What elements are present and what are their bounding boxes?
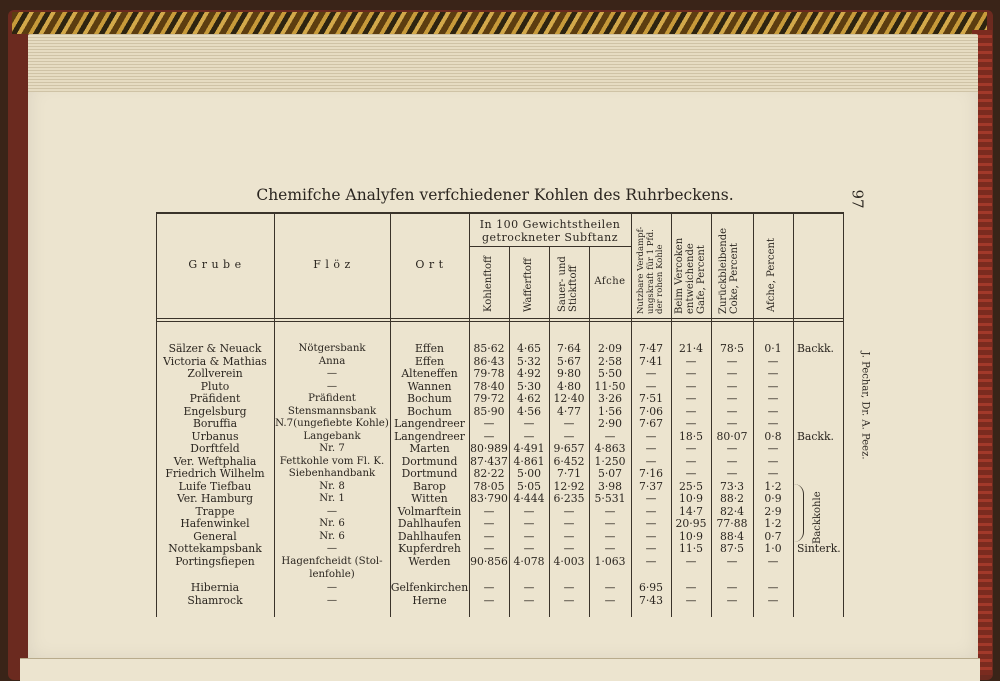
cell-k: — (726, 455, 738, 468)
cell-note: Backk. (797, 430, 834, 443)
page-stack-edge (28, 34, 978, 94)
cell-h: 4·444 (513, 492, 545, 505)
cell-ap: 0·8 (764, 430, 782, 443)
cell-o: 4·003 (553, 555, 585, 568)
header-ort: O r t (415, 258, 444, 271)
cell-g: — (685, 442, 697, 455)
cell-floez: Nr. 1 (319, 493, 345, 504)
cell-ap: — (767, 405, 779, 418)
cell-a: — (604, 505, 616, 518)
cell-ort: Herne (412, 594, 447, 607)
cell-floez: — (326, 543, 338, 554)
cell-ort: Marten (409, 442, 450, 455)
cell-k: — (726, 405, 738, 418)
table-row (156, 367, 844, 380)
header-rule-double (156, 321, 844, 322)
facing-page-edge (20, 658, 980, 681)
cell-g: — (685, 392, 697, 405)
marbled-edge (12, 12, 987, 34)
cell-a: — (604, 517, 616, 530)
cell-floez: Stensmannsbank (287, 406, 377, 417)
cell-g: — (685, 367, 697, 380)
header-gase-line3: Gafe, Percent (696, 245, 707, 314)
cell-grube: Hibernia (190, 581, 240, 594)
page-title: Chemifche Analyfen verfchiedener Kohlen des Ruhrbeckens. (256, 186, 734, 204)
cell-ort: Dahlhaufen (397, 517, 462, 530)
cell-g: — (685, 355, 697, 368)
cell-grube: Boruffia (192, 417, 238, 430)
cell-a: — (604, 530, 616, 543)
cell-ort: Dortmund (401, 467, 458, 480)
cell-floez: Nr. 8 (319, 481, 345, 492)
cell-c: 78·05 (473, 480, 505, 493)
cell-c: 87·437 (470, 455, 508, 468)
cell-o: — (563, 594, 575, 607)
cell-a: 5·07 (597, 467, 623, 480)
cell-grube: Friedrich Wilhelm (165, 467, 265, 480)
cell-g: 10·9 (678, 492, 704, 505)
header-verdampf-line2: ungskraft für 1 Pfd. (645, 229, 656, 314)
cell-floez: Nr. 7 (319, 443, 345, 454)
cell-ort: Witten (411, 492, 448, 505)
cell-k: 88·4 (719, 530, 745, 543)
cell-h: 5·05 (516, 480, 542, 493)
cell-v: 7·37 (638, 480, 664, 493)
cell-v: 6·95 (638, 581, 664, 594)
cell-o: 6·452 (553, 455, 585, 468)
header-gase (674, 238, 707, 314)
cell-c: 85·62 (473, 342, 505, 355)
cell-g: 18·5 (678, 430, 704, 443)
cell-o: 6·235 (553, 492, 585, 505)
cell-grube: General (193, 530, 237, 543)
cell-g: 20·95 (675, 517, 707, 530)
cell-ap: 1·2 (764, 480, 782, 493)
cell-v: 7·43 (638, 594, 664, 607)
backkohle-label: Backkohle (812, 491, 823, 544)
cell-floez: Fettkohle vom Fl. K. (279, 456, 385, 467)
cell-g: 21·4 (678, 342, 704, 355)
cell-grube: Präfident (189, 392, 241, 405)
cell-h: 5·32 (516, 355, 542, 368)
header-gase-line1: Beim Vercoken (674, 237, 685, 314)
header-rule (156, 318, 844, 319)
cell-h: — (523, 505, 535, 518)
cell-ap: — (767, 455, 779, 468)
cell-v: 7·16 (638, 467, 664, 480)
cell-k: — (726, 417, 738, 430)
cell-a: 1·56 (597, 405, 623, 418)
cell-grube: Zollverein (187, 367, 243, 380)
cell-o: 4·80 (556, 380, 582, 393)
header-sauer-line1: Sauer- und (557, 256, 568, 312)
cell-grube: Shamrock (187, 594, 243, 607)
cell-h: 4·56 (516, 405, 542, 418)
cell-v: 7·41 (638, 355, 664, 368)
cell-v: — (645, 492, 657, 505)
cell-v: — (645, 542, 657, 555)
cell-grube: Pluto (200, 380, 230, 393)
cell-v: — (645, 555, 657, 568)
table-row (156, 442, 844, 455)
cell-o: — (563, 430, 575, 443)
cell-h: — (523, 517, 535, 530)
cell-c: 83·790 (470, 492, 508, 505)
cell-o: — (563, 542, 575, 555)
header-asche: Afche (594, 276, 626, 287)
cell-a: — (604, 542, 616, 555)
header-gase-line2: entweichende (685, 243, 696, 314)
cell-v: — (645, 367, 657, 380)
cell-grube: Hafenwinkel (180, 517, 250, 530)
cell-c: 86·43 (473, 355, 505, 368)
cell-g: — (685, 417, 697, 430)
cell-ap: — (767, 380, 779, 393)
cell-grube: Ver. Weftphalia (173, 455, 257, 468)
cell-h: 4·65 (516, 342, 542, 355)
cell-c: 85·90 (473, 405, 505, 418)
cell-o: — (563, 581, 575, 594)
cell-note: Sinterk. (797, 542, 841, 555)
cell-floez: lenfohle) (309, 569, 355, 580)
cell-note: Backk. (797, 342, 834, 355)
cell-h: — (523, 594, 535, 607)
cell-k: 80·07 (716, 430, 748, 443)
header-verdampf-line3: der rohen Kohle (655, 244, 665, 314)
cell-v: — (645, 530, 657, 543)
cell-g: 10·9 (678, 530, 704, 543)
cell-ort: Alteneffen (401, 367, 458, 380)
cell-ort: Dortmund (401, 455, 458, 468)
cell-c: 79·72 (473, 392, 505, 405)
cell-k: 82·4 (719, 505, 745, 518)
cell-h: 4·078 (513, 555, 545, 568)
cell-ap: 0·1 (764, 342, 782, 355)
cell-o: 12·92 (553, 480, 585, 493)
cell-grube: Urbanus (191, 430, 239, 443)
cell-ap: 1·0 (764, 542, 782, 555)
table-top-rule (156, 212, 844, 214)
cell-k: — (726, 367, 738, 380)
cell-floez: Präfident (308, 393, 356, 404)
cell-v: 7·47 (638, 342, 664, 355)
cell-c: — (483, 594, 495, 607)
cell-h: — (523, 430, 535, 443)
header-group-line2: getrockneter Subftanz (481, 231, 619, 244)
cell-floez: Anna (318, 356, 346, 367)
cell-a: 5·50 (597, 367, 623, 380)
cell-c: — (483, 530, 495, 543)
cell-k: 73·3 (719, 480, 745, 493)
cell-c: 80·989 (470, 442, 508, 455)
table-row (156, 555, 844, 568)
cell-ap: — (767, 392, 779, 405)
cell-k: — (726, 392, 738, 405)
cell-g: — (685, 455, 697, 468)
cell-a: 2·58 (597, 355, 623, 368)
cell-k: — (726, 555, 738, 568)
cell-v: — (645, 505, 657, 518)
header-asche-percent: Afche, Percent (766, 237, 777, 312)
header-group (469, 218, 631, 244)
cell-o: — (563, 517, 575, 530)
cell-g: — (685, 555, 697, 568)
cell-v: — (645, 517, 657, 530)
cell-grube: Ver. Hamburg (176, 492, 254, 505)
cell-ort: Bochum (407, 392, 452, 405)
cell-c: — (483, 430, 495, 443)
cell-floez: N.7(ungefiebte Kohle) (275, 418, 389, 429)
cell-o: 9·657 (553, 442, 585, 455)
cell-grube: Trappe (195, 505, 235, 518)
cell-h: — (523, 530, 535, 543)
cell-k: — (726, 442, 738, 455)
cell-o: 4·77 (556, 405, 582, 418)
cell-ort: Gelfenkirchen (390, 581, 469, 594)
page-number: 97 (848, 189, 867, 209)
cell-ort: Dahlhaufen (397, 530, 462, 543)
cell-ap: — (767, 581, 779, 594)
cell-k: 77·88 (716, 517, 748, 530)
cell-o: 7·64 (556, 342, 582, 355)
cell-g: 14·7 (678, 505, 704, 518)
cell-ort: Barop (413, 480, 446, 493)
cell-k: — (726, 594, 738, 607)
cell-v: — (645, 455, 657, 468)
cell-g: 25·5 (678, 480, 704, 493)
cell-v: 7·67 (638, 417, 664, 430)
table-row (156, 594, 844, 607)
cell-ort: Volmarftein (397, 505, 462, 518)
cell-floez: — (326, 506, 338, 517)
cell-floez: Hagenfcheidt (Stol- (281, 556, 383, 567)
cell-c: — (483, 517, 495, 530)
analysis-table (156, 212, 844, 617)
cell-h: — (523, 417, 535, 430)
cell-a: 1·250 (594, 455, 626, 468)
cell-c: 79·78 (473, 367, 505, 380)
cell-h: 4·491 (513, 442, 545, 455)
cell-ap: 0·7 (764, 530, 782, 543)
cell-grube: Sälzer & Neuack (168, 342, 262, 355)
cell-a: 2·90 (597, 417, 623, 430)
cell-grube: Portingsfiepen (175, 555, 255, 568)
header-floez: F l ö z (313, 258, 351, 271)
cell-c: — (483, 505, 495, 518)
cell-a: — (604, 430, 616, 443)
cell-ap: — (767, 417, 779, 430)
cell-floez: — (326, 381, 338, 392)
table-row (156, 342, 844, 355)
cell-h: — (523, 542, 535, 555)
cell-ap: 1·2 (764, 517, 782, 530)
header-verdampf-line1: Nutzbare Verdampf- (636, 226, 646, 314)
cell-ap: 0·9 (764, 492, 782, 505)
cell-g: — (685, 581, 697, 594)
cell-v: — (645, 380, 657, 393)
cell-k: — (726, 467, 738, 480)
cell-v: 7·51 (638, 392, 664, 405)
cell-floez: Siebenhandbank (288, 468, 376, 479)
cell-k: — (726, 581, 738, 594)
cell-g: — (685, 405, 697, 418)
cell-grube: Engelsburg (183, 405, 247, 418)
table-row (156, 568, 844, 581)
cell-o: 9·80 (556, 367, 582, 380)
cell-ort: Werden (408, 555, 451, 568)
table-row (156, 581, 844, 594)
cell-ap: — (767, 467, 779, 480)
header-coke (718, 228, 740, 314)
cell-o: — (563, 530, 575, 543)
cell-ap: — (767, 442, 779, 455)
cell-ap: — (767, 555, 779, 568)
cell-g: 11·5 (678, 542, 704, 555)
cell-h: — (523, 581, 535, 594)
backkohle-bracket (793, 484, 804, 542)
cell-v: — (645, 442, 657, 455)
table-row (156, 392, 844, 405)
cell-floez: Nr. 6 (319, 518, 345, 529)
cell-o: 5·67 (556, 355, 582, 368)
cell-c: — (483, 417, 495, 430)
cell-g: — (685, 467, 697, 480)
cell-grube: Victoria & Mathias (163, 355, 267, 368)
table-row (156, 467, 844, 480)
cell-c: 90·856 (470, 555, 508, 568)
cell-v: 7·06 (638, 405, 664, 418)
running-author: J. Pechar, Dr. A. Peez. (859, 351, 871, 460)
cell-k: — (726, 380, 738, 393)
cell-k: 87·5 (719, 542, 745, 555)
cell-grube: Nottekampsbank (168, 542, 262, 555)
cell-o: — (563, 505, 575, 518)
table-row (156, 417, 844, 430)
cell-ort: Langendreer (394, 417, 465, 430)
cell-floez: Langebank (303, 431, 361, 442)
cell-a: 5·531 (594, 492, 626, 505)
cell-o: 12·40 (553, 392, 585, 405)
cell-h: 5·00 (516, 467, 542, 480)
header-wasserstoff: Wafferftoff (523, 257, 534, 312)
cell-a: 11·50 (594, 380, 626, 393)
cell-ort: Wannen (407, 380, 452, 393)
cell-ort: Effen (415, 342, 444, 355)
cell-o: 7·71 (556, 467, 582, 480)
cell-a: 3·98 (597, 480, 623, 493)
cell-a: 4·863 (594, 442, 626, 455)
cell-h: 5·30 (516, 380, 542, 393)
cell-ort: Kupferdreh (398, 542, 461, 555)
cell-c: — (483, 542, 495, 555)
header-grube: G r u b e (188, 258, 242, 271)
group-header-rule (469, 246, 631, 247)
cell-ap: — (767, 367, 779, 380)
cell-a: 3·26 (597, 392, 623, 405)
cell-k: 78·5 (719, 342, 745, 355)
cell-o: — (563, 417, 575, 430)
cell-ort: Langendreer (394, 430, 465, 443)
cell-ort: Effen (415, 355, 444, 368)
cell-c: 82·22 (473, 467, 505, 480)
cell-g: — (685, 594, 697, 607)
cell-a: — (604, 594, 616, 607)
header-verdampf (637, 227, 666, 314)
cell-g: — (685, 380, 697, 393)
cell-ort: Bochum (407, 405, 452, 418)
cell-grube: Dorftfeld (190, 442, 240, 455)
cell-c: — (483, 581, 495, 594)
header-sauer (557, 256, 579, 312)
cell-ap: — (767, 594, 779, 607)
cell-h: 4·92 (516, 367, 542, 380)
table-row (156, 542, 844, 555)
cell-floez: Nr. 6 (319, 531, 345, 542)
cell-h: 4·861 (513, 455, 545, 468)
cell-floez: — (326, 582, 338, 593)
cell-k: 88·2 (719, 492, 745, 505)
cell-a: — (604, 581, 616, 594)
header-coke-line2: Coke, Percent (729, 243, 740, 314)
cell-a: 2·09 (597, 342, 623, 355)
cell-ap: 2·9 (764, 505, 782, 518)
cell-floez: — (326, 595, 338, 606)
header-coke-line1: Zurückbleibende (718, 227, 729, 314)
cell-floez: — (326, 368, 338, 379)
cell-v: — (645, 430, 657, 443)
cell-floez: Nötgersbank (298, 343, 366, 354)
cell-grube: Luife Tiefbau (178, 480, 252, 493)
header-kohlenstoff: Kohlenftoff (483, 255, 494, 312)
header-sauer-line2: Stickftoff (568, 265, 579, 312)
cell-k: — (726, 355, 738, 368)
table-row (156, 492, 844, 505)
cell-h: 4·62 (516, 392, 542, 405)
cell-c: 78·40 (473, 380, 505, 393)
cell-a: 1·063 (594, 555, 626, 568)
header-group-line1: In 100 Gewichtstheilen (479, 218, 621, 231)
table-row (156, 517, 844, 530)
cell-ap: — (767, 355, 779, 368)
